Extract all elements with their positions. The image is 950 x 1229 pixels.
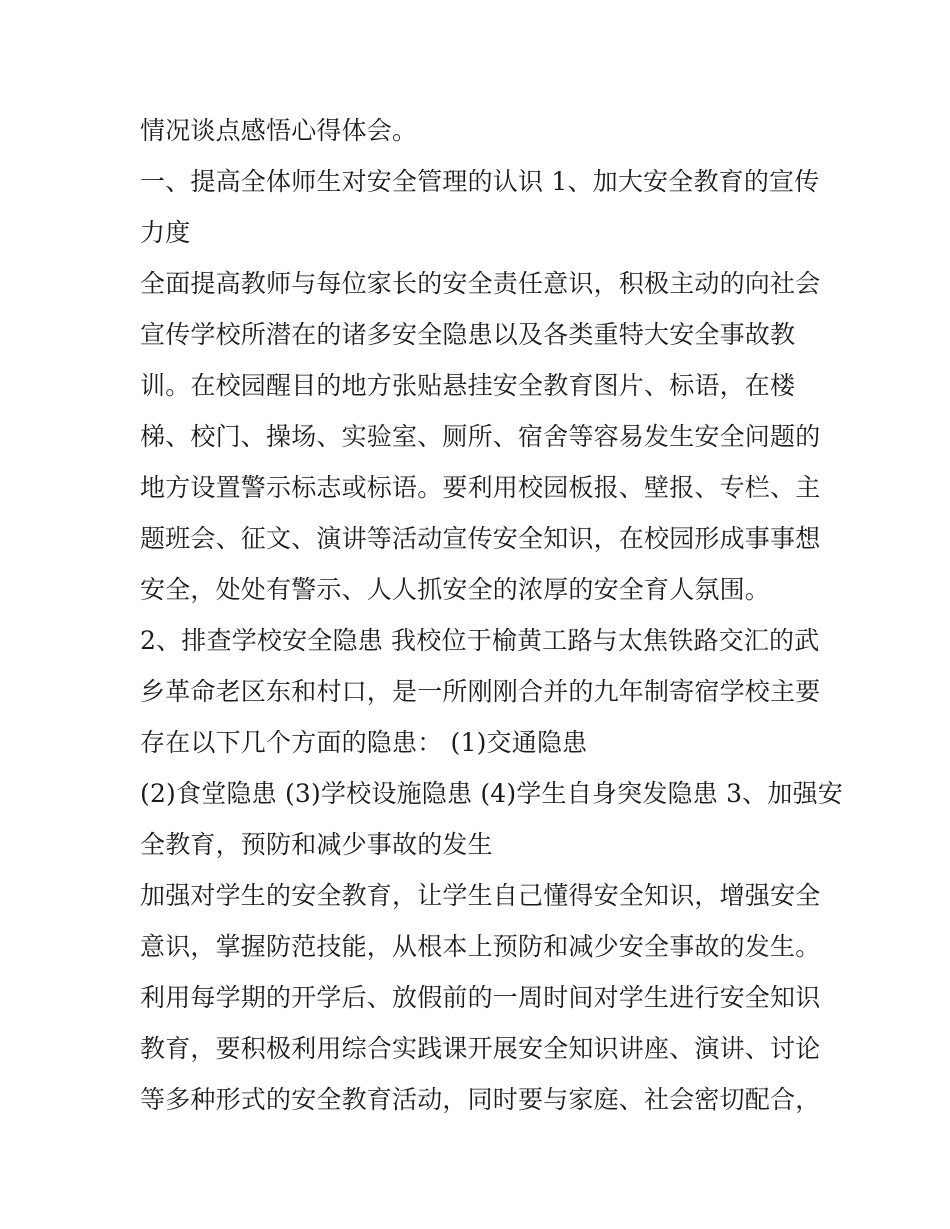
text-line: 力度 [140, 218, 191, 247]
text-line: 2、排查学校安全隐患 我校位于榆黄工路与太焦铁路交汇的武 [140, 626, 820, 655]
text-line: 地方设置警示标志或标语。要利用校园板报、壁报、专栏、主 [140, 473, 821, 502]
document-body [140, 105, 843, 1125]
text-line: 全教育，预防和减少事故的发生 [140, 830, 493, 859]
text-line: 全面提高教师与每位家长的安全责任意识，积极主动的向社会 [140, 269, 821, 298]
text-line: 意识，掌握防范技能，从根本上预防和减少安全事故的发生。 [140, 932, 821, 961]
text-line: 安全，处处有警示、人人抓安全的浓厚的安全育人氛围。 [140, 575, 771, 604]
text-line: 等多种形式的安全教育活动，同时要与家庭、社会密切配合， [140, 1085, 821, 1114]
text-line: 训。在校园醒目的地方张贴悬挂安全教育图片、标语，在楼 [140, 371, 796, 400]
text-line: 情况谈点感悟心得体会。 [140, 116, 418, 145]
text-line: 教育，要积极利用综合实践课开展安全知识讲座、演讲、讨论 [140, 1034, 821, 1063]
section-heading-line: 一、提高全体师生对安全管理的认识 1、加大安全教育的宣传 [140, 167, 820, 196]
text-line: 乡革命老区东和村口，是一所刚刚合并的九年制寄宿学校主要 [140, 677, 821, 706]
text-line: 利用每学期的开学后、放假前的一周时间对学生进行安全知识 [140, 983, 821, 1012]
text-line: 宣传学校所潜在的诸多安全隐患以及各类重特大安全事故教 [140, 320, 796, 349]
text-line: (2)食堂隐患 (3)学校设施隐患 (4)学生自身突发隐患 3、加强安 [140, 779, 843, 808]
text-line: 存在以下几个方面的隐患： (1)交通隐患 [140, 728, 588, 757]
text-line: 加强对学生的安全教育，让学生自己懂得安全知识，增强安全 [140, 881, 821, 910]
text-line: 梯、校门、操场、实验室、厕所、宿舍等容易发生安全问题的 [140, 422, 821, 451]
text-line: 题班会、征文、演讲等活动宣传安全知识，在校园形成事事想 [140, 524, 821, 553]
